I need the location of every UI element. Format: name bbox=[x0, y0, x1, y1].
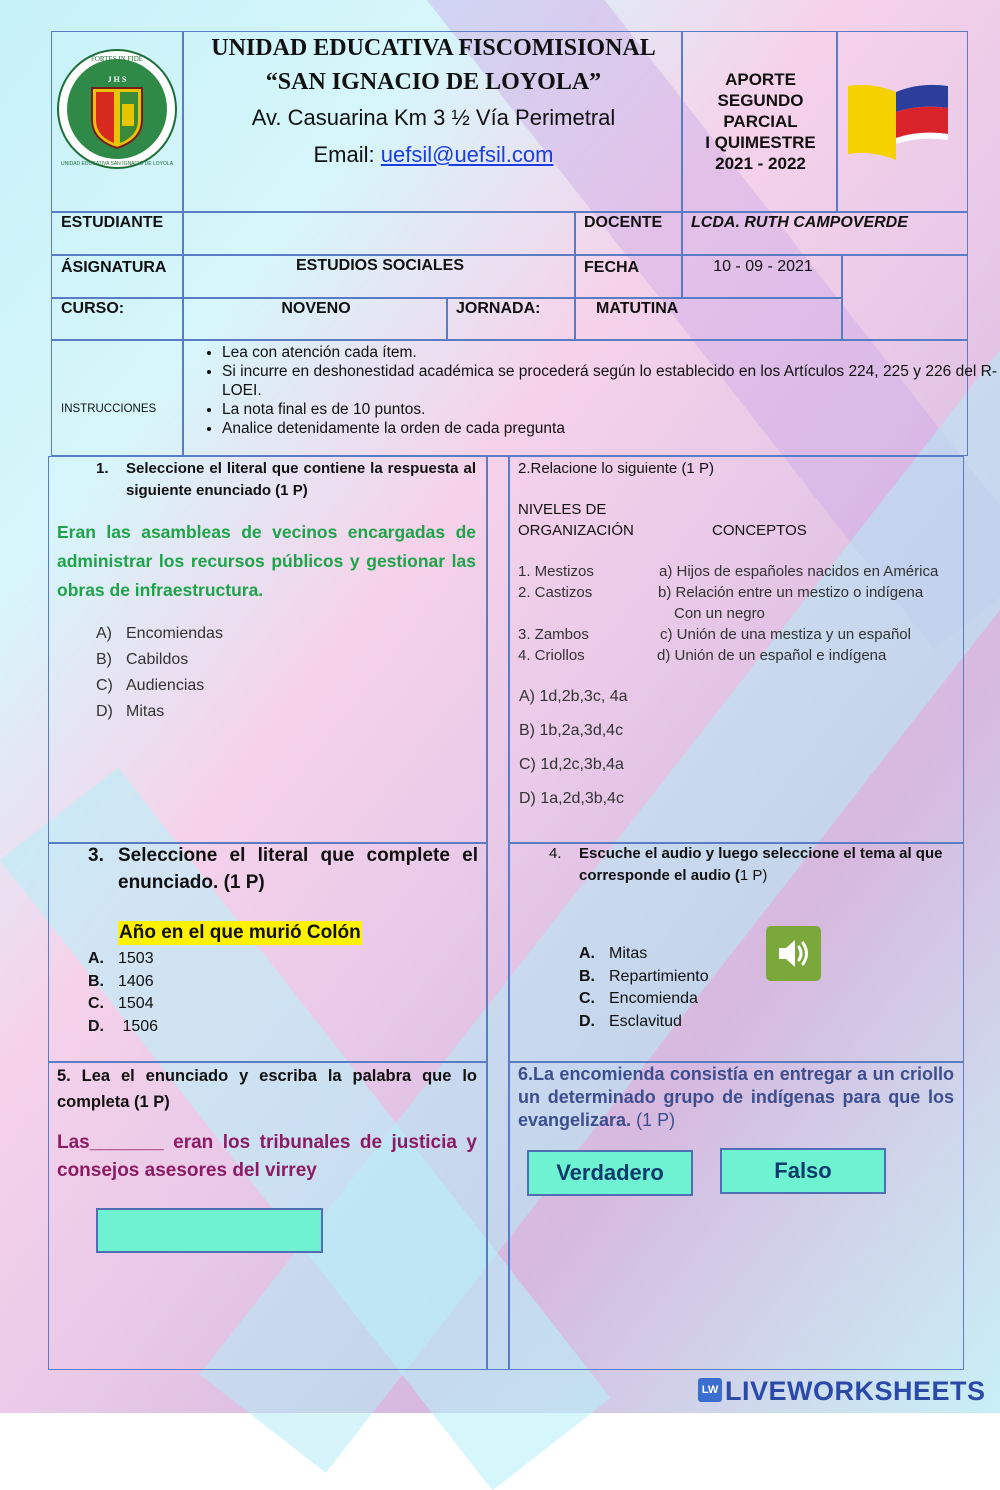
seal-motto: FORTES IN FIDE bbox=[90, 55, 144, 63]
q2-concept-c: c) Unión de una mestiza y un español bbox=[660, 626, 911, 643]
q2-title: 2.Relacione lo siguiente (1 P) bbox=[518, 460, 714, 477]
ministry-logo-icon bbox=[846, 82, 950, 166]
q4-option-letter: B. bbox=[579, 967, 595, 985]
docente-value: LCDA. RUTH CAMPOVERDE bbox=[691, 214, 908, 231]
q1-option-text: Cabildos bbox=[126, 651, 189, 668]
q4-options bbox=[579, 943, 709, 1033]
school-address: Av. Casuarina Km 3 ½ Vía Perimetral bbox=[251, 105, 616, 130]
instruccion-item: • Si incurre en deshonestidad académica se procederá según lo establecido en los Artículos 224, 225 y 226 del R-LOEI. bbox=[222, 362, 997, 400]
instruccion-item: • Lea con atención cada ítem. bbox=[222, 343, 997, 362]
q4-option-letter: C. bbox=[579, 990, 595, 1007]
q6-statement-text: 6.La encomienda consistía en entregar a un criollo un determinado grupo de indígenas para que los evangelizara. bbox=[518, 1064, 954, 1130]
fecha-label: FECHA bbox=[584, 259, 640, 276]
q4-title-main: Escuche el audio y luego seleccione el tema al que corresponde el audio ( bbox=[579, 845, 943, 884]
header-aporte-cell bbox=[682, 31, 837, 212]
q2-col1-header-2: ORGANIZACIÓN bbox=[518, 522, 634, 539]
header-title-cell bbox=[183, 31, 682, 212]
instruccion-item: • La nota final es de 10 puntos. bbox=[222, 400, 997, 419]
q2-item-1: 1. Mestizos bbox=[518, 563, 594, 580]
curso-label: CURSO: bbox=[61, 300, 125, 317]
header-flag-cell bbox=[837, 31, 968, 212]
jornada-value-cell bbox=[575, 298, 842, 340]
q6-points: (1 P) bbox=[631, 1110, 676, 1130]
q3-options bbox=[88, 948, 158, 1038]
q3-option-letter: D. bbox=[88, 1017, 104, 1035]
seal-ring-text: UNIDAD EDUCATIVA SAN IGNACIO DE LOYOLA bbox=[60, 161, 174, 167]
jornada-value: MATUTINA bbox=[596, 300, 679, 317]
instrucciones-label: INSTRUCCIONES bbox=[61, 403, 157, 415]
q5-answer-input[interactable] bbox=[96, 1208, 323, 1253]
q1-option-letter: C) bbox=[96, 677, 113, 694]
instruccion-item: • Analice detenidamente la orden de cada pregunta bbox=[222, 419, 997, 438]
aporte-line-1: APORTE bbox=[725, 70, 796, 89]
curso-value-cell bbox=[183, 298, 447, 340]
q3-option-b[interactable] bbox=[88, 971, 158, 994]
q2-item-3: 3. Zambos bbox=[518, 626, 589, 643]
q3-option-d[interactable] bbox=[88, 1016, 158, 1039]
q3-option-c[interactable] bbox=[88, 993, 158, 1016]
q1-statement: Eran las asambleas de vecinos encargadas de administrar los recursos públicos y gestionar las obras de infraestructura. bbox=[57, 522, 476, 600]
instrucciones-list-cell bbox=[183, 340, 997, 456]
fecha-label-cell bbox=[575, 255, 682, 298]
q1-option-text: Encomiendas bbox=[126, 625, 223, 642]
liveworksheets-icon-text: LW bbox=[701, 1383, 719, 1396]
q3-option-letter: B. bbox=[88, 972, 104, 990]
school-seal-icon bbox=[56, 48, 178, 170]
q5-title: 5. Lea el enunciado y escriba la palabra que lo completa (1 P) bbox=[57, 1067, 477, 1111]
docente-value-cell bbox=[682, 212, 968, 255]
liveworksheets-logo[interactable] bbox=[698, 1376, 986, 1408]
email-link[interactable]: uefsil@uefsil.com bbox=[380, 142, 554, 167]
aporte-text bbox=[683, 69, 838, 174]
audio-play-button[interactable] bbox=[766, 926, 821, 981]
q3-option-text: 1504 bbox=[118, 995, 154, 1012]
info-empty-cell bbox=[842, 255, 968, 340]
estudiante-label-cell bbox=[51, 212, 183, 255]
school-name-line2: “SAN IGNACIO DE LOYOLA” bbox=[265, 69, 602, 95]
liveworksheets-text: LIVEWORKSHEETS bbox=[725, 1376, 986, 1406]
instrucciones-list bbox=[184, 343, 997, 438]
asignatura-value-cell bbox=[183, 255, 575, 298]
q2-item-4: 4. Criollos bbox=[518, 647, 585, 664]
q4-title bbox=[579, 843, 954, 887]
aporte-line-4: I QUIMESTRE bbox=[705, 133, 816, 152]
q6-statement bbox=[518, 1063, 954, 1132]
q5-statement: Las_______ eran los tribunales de justicia y consejos asesores del virrey bbox=[57, 1132, 477, 1181]
q3-number: 3. bbox=[88, 845, 104, 866]
seal-monogram: J H S bbox=[107, 75, 127, 84]
jornada-label-cell bbox=[447, 298, 575, 340]
q4-number: 4. bbox=[549, 845, 562, 862]
asignatura-label-cell bbox=[51, 255, 183, 298]
fecha-value-cell bbox=[682, 255, 842, 298]
q1-options bbox=[96, 621, 223, 725]
q2-answer-d[interactable]: D) 1a,2d,3b,4c bbox=[519, 790, 624, 807]
q4-option-a[interactable] bbox=[579, 943, 709, 966]
curso-value: NOVENO bbox=[281, 300, 351, 317]
q2-concept-d: d) Unión de un español e indígena bbox=[657, 647, 887, 664]
q3-title: Seleccione el literal que complete el enunciado. (1 P) bbox=[118, 845, 478, 893]
asignatura-value: ESTUDIOS SOCIALES bbox=[295, 257, 465, 274]
q4-option-b[interactable] bbox=[579, 966, 709, 989]
q2-concept-b: b) Relación entre un mestizo o indígena bbox=[658, 584, 924, 601]
q1-option-a[interactable] bbox=[96, 621, 223, 647]
email-label: Email: bbox=[313, 142, 381, 167]
speaker-icon bbox=[766, 926, 821, 981]
q1-option-letter: A) bbox=[96, 625, 112, 642]
q3-option-letter: A. bbox=[88, 950, 104, 967]
q3-option-text: 1506 bbox=[118, 1017, 159, 1035]
q4-option-c[interactable] bbox=[579, 988, 709, 1011]
falso-button[interactable]: Falso bbox=[720, 1148, 886, 1194]
q2-col2-header: CONCEPTOS bbox=[712, 522, 807, 539]
q3-option-letter: C. bbox=[88, 995, 104, 1012]
asignatura-label: ÁSIGNATURA bbox=[61, 259, 167, 276]
q2-answer-b[interactable]: B) 1b,2a,3d,4c bbox=[519, 722, 624, 739]
q3-option-a[interactable] bbox=[88, 948, 158, 971]
q4-option-text: Mitas bbox=[609, 945, 648, 962]
q2-item-2: 2. Castizos bbox=[518, 584, 593, 601]
estudiante-label: ESTUDIANTE bbox=[61, 214, 164, 231]
q3-option-text: 1503 bbox=[118, 950, 154, 967]
q4-option-letter: D. bbox=[579, 1012, 595, 1030]
q1-option-letter: D) bbox=[96, 703, 113, 720]
instrucciones-label-cell bbox=[51, 340, 183, 456]
aporte-line-2: SEGUNDO bbox=[717, 91, 804, 110]
liveworksheets-icon bbox=[698, 1378, 722, 1402]
q1-title: Seleccione el literal que contiene la respuesta al siguiente enunciado (1 P) bbox=[126, 460, 476, 499]
estudiante-input[interactable] bbox=[183, 212, 575, 255]
q1-option-letter: B) bbox=[96, 651, 112, 668]
q2-concept-a: a) Hijos de españoles nacidos en América bbox=[659, 563, 939, 580]
aporte-line-5: 2021 - 2022 bbox=[715, 154, 806, 173]
q4-title-points: 1 P) bbox=[739, 867, 768, 884]
curso-label-cell bbox=[51, 298, 183, 340]
q2-answer-a[interactable]: A) 1d,2b,3c, 4a bbox=[519, 688, 628, 705]
q1-option-text: Audiencias bbox=[126, 677, 205, 694]
docente-label-cell bbox=[575, 212, 682, 255]
q1-option-text: Mitas bbox=[126, 703, 165, 720]
docente-label: DOCENTE bbox=[584, 214, 663, 231]
q4-option-text: Esclavitud bbox=[609, 1012, 682, 1030]
q3-option-text: 1406 bbox=[118, 972, 154, 990]
aporte-line-3: PARCIAL bbox=[723, 112, 798, 131]
verdadero-button[interactable]: Verdadero bbox=[527, 1150, 693, 1196]
q4-option-d[interactable] bbox=[579, 1011, 709, 1034]
q4-option-text: Encomienda bbox=[609, 990, 698, 1007]
column-gap bbox=[487, 456, 509, 1370]
q2-answer-c[interactable]: C) 1d,2c,3b,4a bbox=[519, 756, 624, 773]
fecha-value: 10 - 09 - 2021 bbox=[713, 258, 813, 275]
q1-option-c[interactable] bbox=[96, 673, 223, 699]
school-email-line bbox=[184, 142, 683, 168]
school-name-line1: UNIDAD EDUCATIVA FISCOMISIONAL bbox=[211, 35, 656, 61]
q3-highlight: Año en el que murió Colón bbox=[119, 922, 361, 943]
q1-option-b[interactable] bbox=[96, 647, 223, 673]
q1-option-d[interactable] bbox=[96, 699, 223, 725]
q2-col1-header-1: NIVELES DE bbox=[518, 501, 607, 518]
q1-number: 1. bbox=[96, 460, 109, 477]
header-logo-cell bbox=[51, 31, 183, 212]
jornada-label: JORNADA: bbox=[456, 300, 541, 317]
q4-option-text: Repartimiento bbox=[609, 967, 709, 985]
q2-concept-b-cont: Con un negro bbox=[674, 605, 765, 622]
q4-option-letter: A. bbox=[579, 945, 595, 962]
